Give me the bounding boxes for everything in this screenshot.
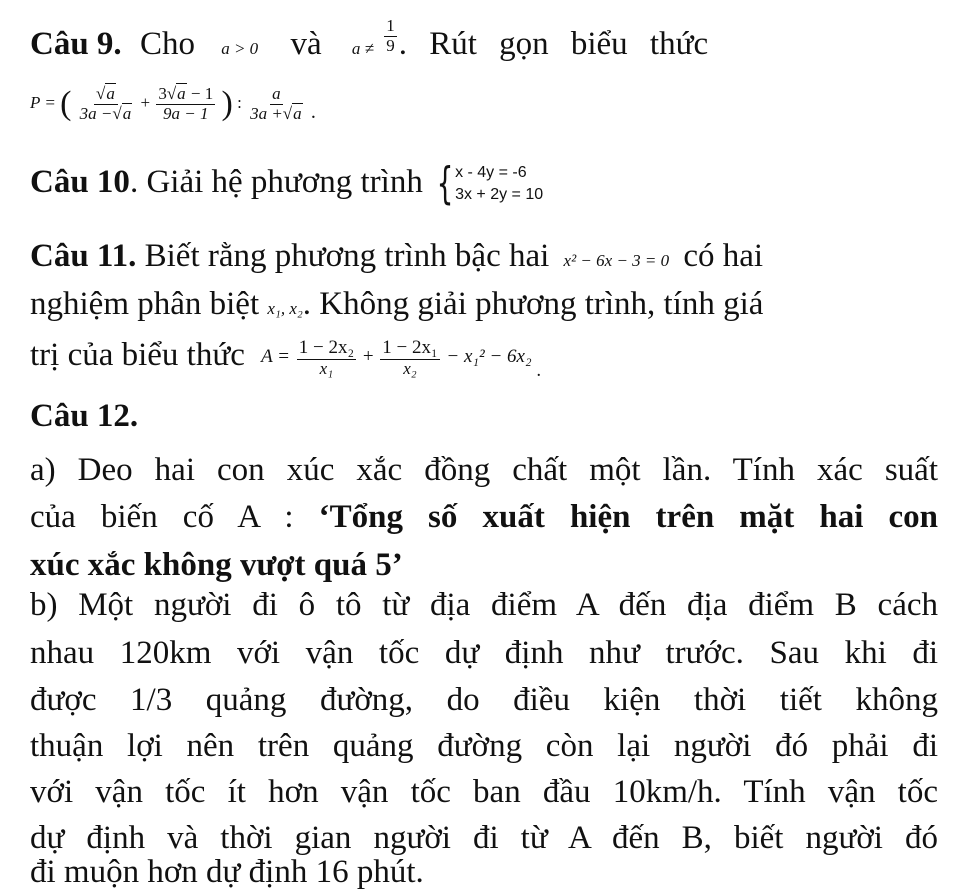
q12-b-line1: b) Một người đi ô tô từ địa điểm A đến địa điểm B cách bbox=[30, 587, 938, 623]
q11-f2-den: x₂ bbox=[403, 358, 417, 378]
q9-frac1: $\frac{√a}{3a -√a}$ bbox=[79, 83, 132, 123]
q11-line2 bbox=[30, 284, 938, 329]
q12-b-line6: dự định và thời gian người đi từ A đến B, biết người đó bbox=[30, 820, 938, 856]
q11-f2-num: 1 − 2x₁ bbox=[382, 336, 438, 358]
q9-f2-num-a: 3 bbox=[158, 83, 167, 103]
q11-text2: có hai bbox=[683, 238, 764, 274]
q10-line bbox=[30, 158, 938, 210]
q11-tail: − x₁² − 6x₂ bbox=[446, 346, 532, 368]
q12-b-line2: nhau 120km với vận tốc dự định như trước. Sau khi đi bbox=[30, 635, 938, 671]
q11-equation: x² − 6x − 3 = 0 bbox=[563, 251, 670, 270]
q12-a-line2-plain: của biến cố A : bbox=[30, 499, 319, 535]
q9-line1 bbox=[30, 16, 938, 69]
q9-label: Câu 9. bbox=[30, 26, 122, 62]
q10-system bbox=[455, 162, 543, 206]
q11-roots: x₁, x₂ bbox=[267, 299, 303, 318]
q9-cond2-frac bbox=[384, 17, 397, 55]
q9-cond2-den: 9 bbox=[386, 35, 395, 55]
q10-label: Câu 10 bbox=[30, 164, 130, 200]
q12-label-line bbox=[30, 396, 938, 436]
q11-line1 bbox=[30, 236, 938, 281]
q9-frac3: $\frac{a}{3a +√a}$ bbox=[250, 83, 302, 123]
q9-f1-den-b: a bbox=[122, 103, 132, 123]
q11-line3-text: trị của biểu thức bbox=[30, 337, 245, 373]
q9-text-va: và bbox=[290, 26, 322, 62]
q9-f1-den-a: 3a − bbox=[79, 103, 113, 123]
q12-a-line1: a) Deo hai con xúc xắc đồng chất một lần. Tính xác suất bbox=[30, 452, 938, 488]
q9-cond2-num: 1 bbox=[386, 16, 395, 36]
q12-a-line3-bold: xúc xắc không vượt quá 5’ bbox=[30, 547, 403, 583]
q11-line2b: . Không giải phương trình, tính giá bbox=[302, 286, 764, 322]
q9-f2-num-b: a bbox=[177, 83, 186, 103]
q9-f3-den-b: a bbox=[293, 103, 302, 123]
q9-paren-open: ( bbox=[60, 85, 72, 123]
q11-expr-a: A = bbox=[261, 346, 290, 368]
q9-expr-p: P = bbox=[30, 93, 56, 112]
q10-brace: { bbox=[436, 158, 454, 210]
q9-text-rut-gon: . Rút gọn biểu thức bbox=[398, 26, 709, 62]
q9-expression: P = ( $\frac{√a}{3a -√a}$ + $\frac{3√a - 1}{9a - 1}$ ) : $\frac{a}{3a +√a}$ . bbox=[30, 83, 316, 123]
q12-a-line2-bold: ‘Tổng số xuất hiện trên mặt hai con bbox=[318, 499, 938, 535]
q9-div: : bbox=[237, 93, 242, 112]
q12-b-line3: được 1/3 quảng đường, do điều kiện thời tiết không bbox=[30, 682, 938, 718]
q9-f2-den: 9a − 1 bbox=[163, 103, 209, 123]
q11-line3 bbox=[30, 330, 938, 382]
q11-expression bbox=[261, 336, 542, 382]
q11-frac2 bbox=[380, 338, 439, 379]
q10-eq2: 3x + 2y = 10 bbox=[455, 186, 544, 204]
q12-b-line7: đi muộn hơn dự định 16 phút. bbox=[30, 854, 424, 890]
q10-eq1: x - 4y = -6 bbox=[455, 164, 527, 182]
q9-cond2-lhs: a ≠ bbox=[351, 39, 374, 58]
q9-paren-close: ) bbox=[221, 85, 233, 123]
q11-f1-den: x₁ bbox=[319, 358, 334, 378]
q9-f1-num: a bbox=[106, 83, 115, 103]
q11-line2a: nghiệm phân biệt bbox=[30, 286, 260, 322]
q11-frac1 bbox=[297, 338, 356, 379]
q11-f1-num: 1 − 2x₂ bbox=[298, 336, 355, 358]
q12-b-line4: thuận lợi nên trên quảng đường còn lại người đó phải đi bbox=[30, 728, 938, 764]
q9-f2-num-c: − 1 bbox=[186, 83, 214, 103]
q9-text-cho: Cho bbox=[139, 26, 195, 62]
q11-end: . bbox=[536, 360, 542, 382]
q9-frac2: $\frac{3√a - 1}{9a - 1}$ bbox=[158, 83, 214, 123]
q12-label: Câu 12. bbox=[30, 398, 139, 434]
q9-cond1: a > 0 bbox=[221, 39, 259, 58]
q12-a-line2 bbox=[30, 497, 938, 537]
q12-b-line5: với vận tốc ít hơn vận tốc ban đầu 10km/h. Tính vận tốc bbox=[30, 774, 938, 810]
q9-f3-num: a bbox=[272, 83, 281, 103]
q10-text: . Giải hệ phương trình bbox=[129, 164, 423, 200]
q9-end: . bbox=[310, 101, 316, 123]
q11-plus: + bbox=[362, 346, 374, 368]
q12-a-line3 bbox=[30, 545, 938, 585]
q11-label: Câu 11. bbox=[30, 238, 137, 274]
q9-f3-den-a: 3a + bbox=[250, 103, 283, 123]
q11-text1: Biết rằng phương trình bậc hai bbox=[144, 238, 550, 274]
